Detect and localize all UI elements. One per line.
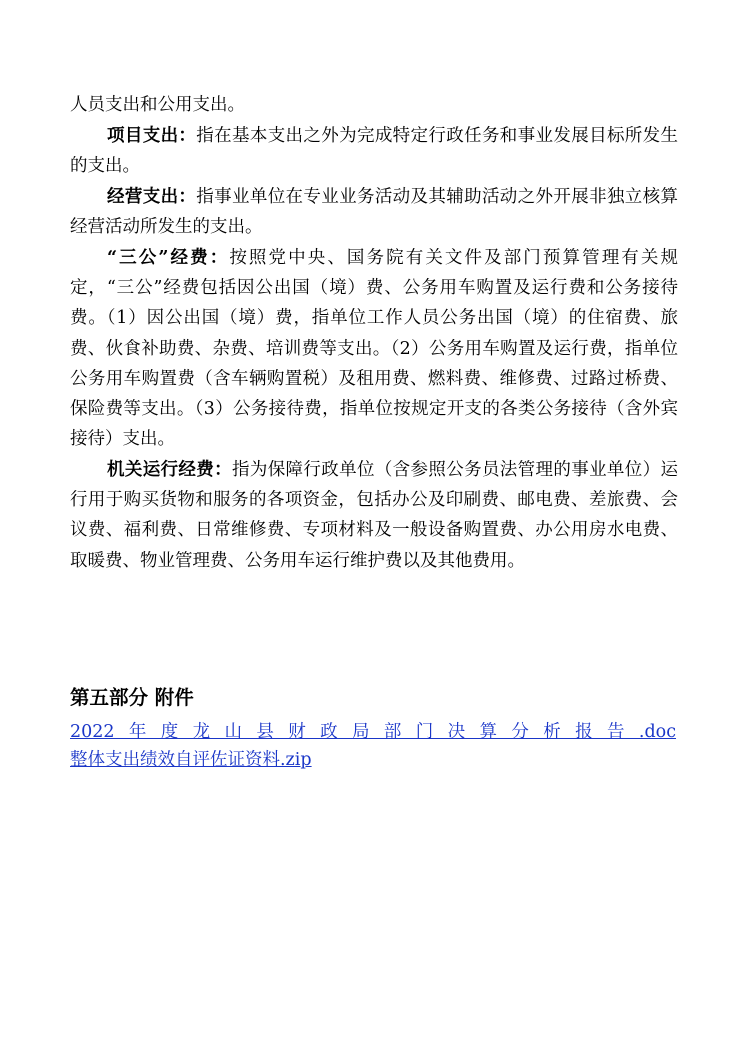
definition-paragraph-project-expense — [70, 121, 678, 181]
intro-paragraph — [70, 90, 678, 120]
definition-paragraph-operating-expense — [70, 182, 678, 242]
section-title: 第五部分 附件 — [70, 686, 194, 709]
attachment-link-report-doc[interactable]: 2022年度龙山县财政局部门决算分析报告.doc — [70, 722, 676, 742]
definition-text: 指事业单位在专业业务活动及其辅助活动之外开展非独立核算经营活动所发生的支出。 — [70, 187, 679, 238]
definition-paragraph-agency-operating-expenses — [70, 455, 678, 576]
attachment-link-evidence-zip[interactable]: 整体支出绩效自评佐证资料.zip — [70, 750, 312, 770]
definition-term: 经营支出： — [107, 187, 197, 207]
definition-term: 项目支出： — [107, 126, 197, 146]
intro-text: 人员支出和公用支出。 — [70, 95, 245, 115]
definition-term: “三公”经费： — [107, 248, 230, 268]
definition-text: 按照党中央、国务院有关文件及部门预算管理有关规定，“三公”经费包括因公出国（境）费、公务用车购置及运行费和公务接待费。（1）因公出国（境）费，指单位工作人员公务出国（境）的住宿费、旅费、伙食补助费、杂费、培训费等支出。（2）公务用车购置及运行费，指单位公务用车购置费（含车辆购置税）及租用费、燃料费、维修费、过路过桥费、保险费等支出。（3）公务接待费，指单位按规定开支的各类公务接待（含外宾接待）支出。 — [70, 248, 678, 450]
definition-paragraph-three-public-expenses — [70, 243, 678, 454]
definition-text: 指为保障行政单位（含参照公务员法管理的事业单位）运行用于购买货物和服务的各项资金，包括办公及印刷费、邮电费、差旅费、会议费、福利费、日常维修费、专项材料及一般设备购置费、办公用房水电费、取暖费、物业管理费、公务用车运行维护费以及其他费用。 — [70, 460, 678, 571]
definition-term: 机关运行经费： — [107, 460, 232, 480]
definition-text: 指在基本支出之外为完成特定行政任务和事业发展目标所发生的支出。 — [70, 126, 679, 177]
